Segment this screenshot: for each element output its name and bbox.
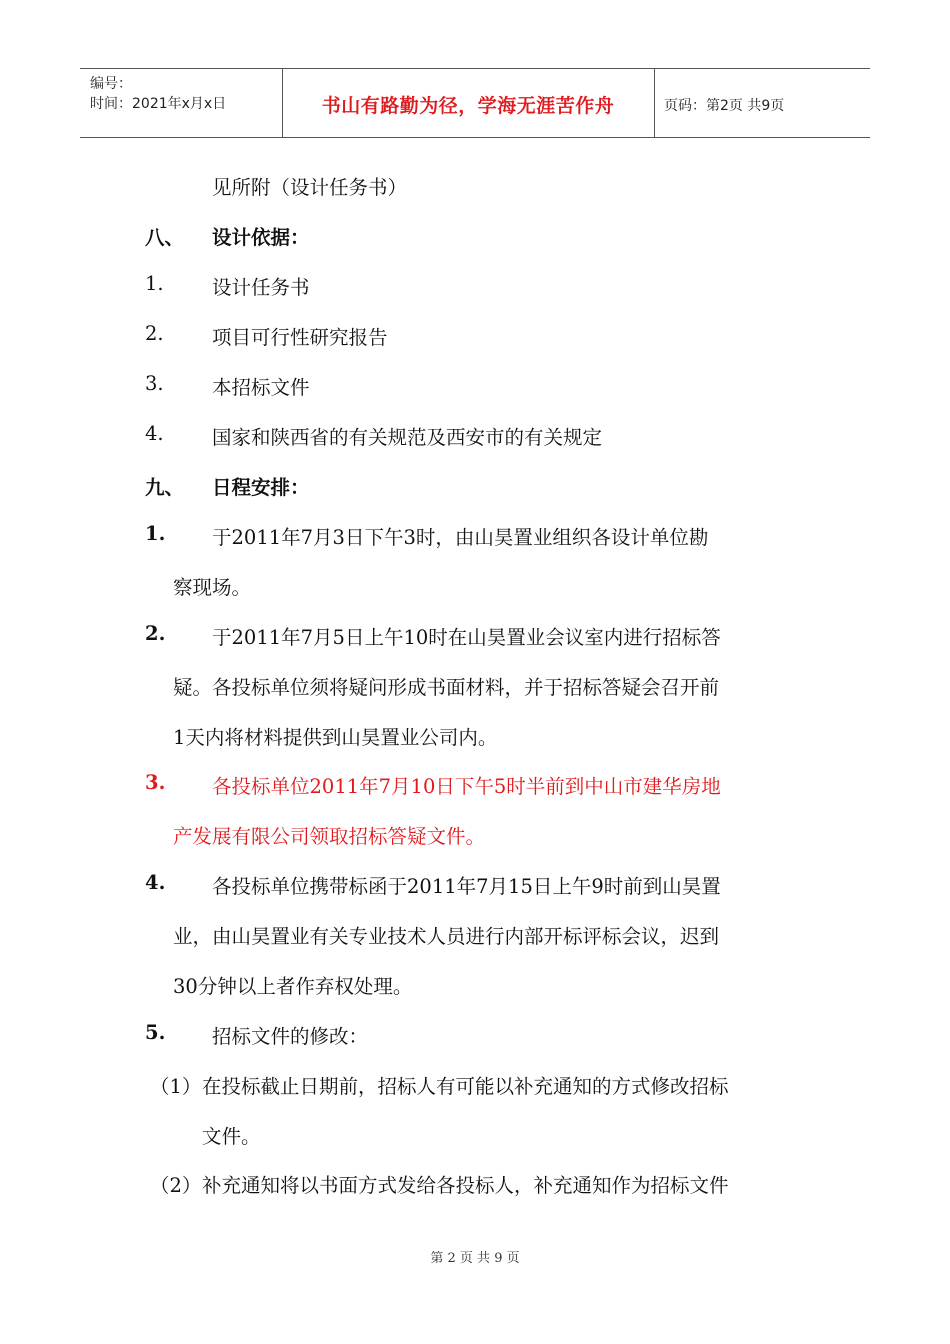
document-time-label: 时间：2021年x月x日	[90, 96, 227, 112]
basis-item-number: 2.	[145, 322, 164, 345]
intro-text: 见所附（设计任务书）	[212, 176, 408, 199]
modification-item-number: （2）	[150, 1174, 202, 1197]
header-page-cell	[654, 69, 870, 137]
schedule-item-line: 业，由山昊置业有关专业技术人员进行内部开标评标会议，迟到	[173, 925, 720, 948]
header-meta-cell	[80, 69, 283, 137]
document-number-label: 编号：	[90, 76, 132, 92]
section-8-title: 设计依据：	[212, 226, 310, 249]
schedule-item-number: 5.	[145, 1021, 166, 1044]
schedule-item-line: 疑。各投标单位须将疑问形成书面材料，并于招标答疑会召开前	[173, 676, 720, 699]
schedule-item-line: 于2011年7月5日上午10时在山昊置业会议室内进行招标答	[212, 626, 721, 649]
modification-item-number: （1）	[150, 1075, 202, 1098]
schedule-item-number: 2.	[145, 622, 166, 645]
header-motto-cell	[282, 69, 655, 137]
basis-item-text: 本招标文件	[212, 376, 310, 399]
page-header	[80, 68, 870, 138]
modification-item-line: 在投标截止日期前，招标人有可能以补充通知的方式修改招标	[202, 1075, 729, 1098]
modification-item-line: 文件。	[202, 1125, 261, 1148]
section-9-title: 日程安排：	[212, 476, 310, 499]
schedule-item-line: 察现场。	[173, 576, 252, 599]
schedule-item-line-highlighted: 产发展有限公司领取招标答疑文件。	[173, 825, 486, 848]
schedule-item-line-highlighted: 各投标单位2011年7月10日下午5时半前到中山市建华房地	[212, 775, 721, 798]
schedule-item-line: 30分钟以上者作弃权处理。	[173, 975, 413, 998]
schedule-item-number: 1.	[145, 522, 166, 545]
schedule-item-line: 各投标单位携带标函于2011年7月15日上午9时前到山昊置	[212, 875, 721, 898]
basis-item-text: 国家和陕西省的有关规范及西安市的有关规定	[212, 426, 603, 449]
basis-item-text: 项目可行性研究报告	[212, 326, 388, 349]
header-page-info: 页码：第2页 共9页	[664, 98, 785, 114]
schedule-item-line: 于2011年7月3日下午3时，由山昊置业组织各设计单位勘	[212, 526, 709, 549]
page-footer: 第 2 页 共 9 页	[430, 1251, 520, 1266]
schedule-item-line: 招标文件的修改：	[212, 1025, 369, 1048]
basis-item-text: 设计任务书	[212, 276, 310, 299]
modification-item-line: 补充通知将以书面方式发给各投标人，补充通知作为招标文件	[202, 1174, 729, 1197]
schedule-item-number: 4.	[145, 871, 166, 894]
section-9-number: 九、	[145, 476, 185, 499]
schedule-item-number: 3.	[145, 771, 166, 794]
schedule-item-line: 1天内将材料提供到山昊置业公司内。	[173, 726, 498, 749]
basis-item-number: 3.	[145, 372, 164, 395]
basis-item-number: 1.	[145, 272, 164, 295]
section-8-number: 八、	[145, 226, 185, 249]
basis-item-number: 4.	[145, 422, 164, 445]
header-motto: 书山有路勤为径，学海无涯苦作舟	[321, 95, 615, 117]
